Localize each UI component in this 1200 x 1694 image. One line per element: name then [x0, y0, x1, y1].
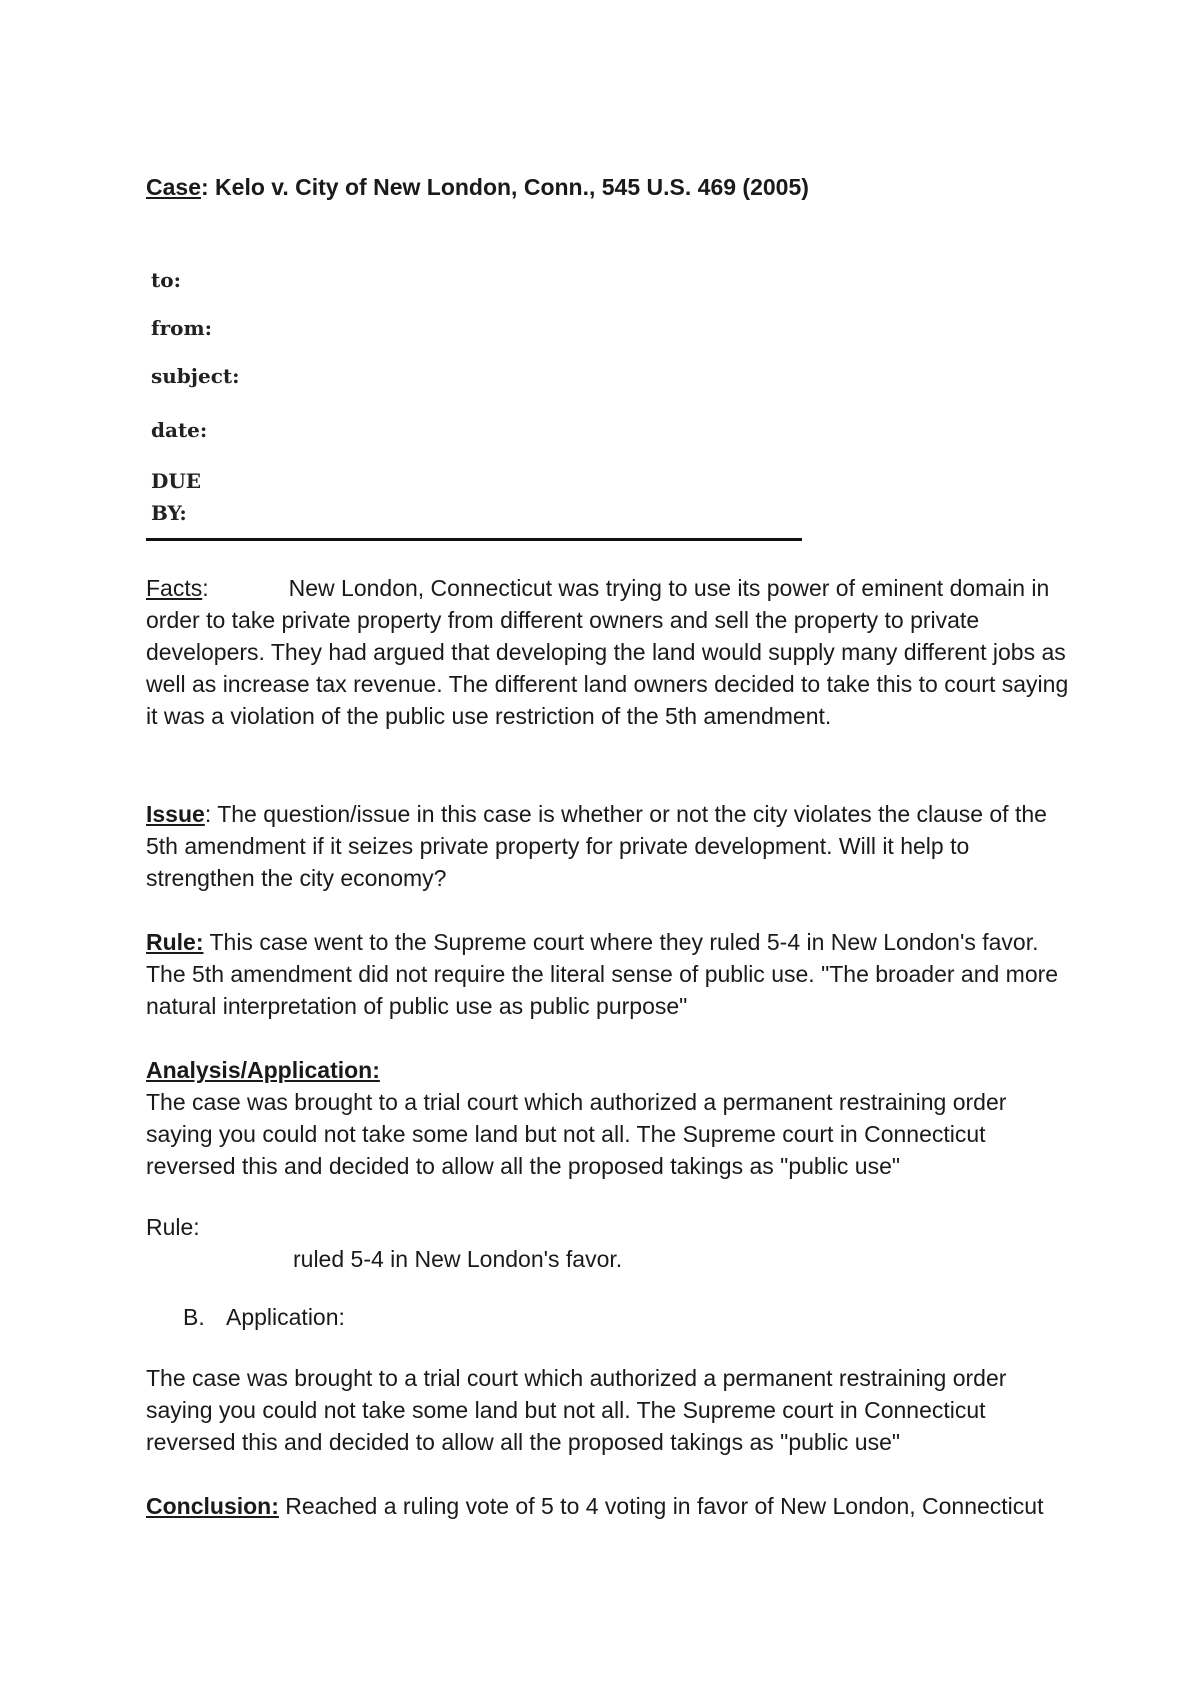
application-text: The case was brought to a trial court which authorized a permanent restraining order saying you could not take some land but not all. The Supreme court in Connecticut reversed this and decided to allow all the proposed takings as "public use" — [146, 1365, 1007, 1455]
facts-colon: : — [202, 575, 209, 601]
rule-outline-label: Rule: — [146, 1214, 200, 1240]
application-outline-label: Application: — [226, 1304, 345, 1330]
rule-text: This case went to the Supreme court where they ruled 5-4 in New London's favor. The 5th amendment did not require the literal sense of public use. "The broader and more natural interpretation of public use as public purpose" — [146, 929, 1059, 1019]
analysis-section — [146, 1054, 1076, 1182]
conclusion-label: Conclusion: — [146, 1493, 279, 1519]
issue-colon: : — [204, 801, 212, 827]
memo-to-label: to: — [151, 268, 181, 292]
rule-label: Rule: — [146, 929, 204, 955]
analysis-label: Analysis/Application: — [146, 1057, 380, 1083]
header-divider — [146, 538, 802, 541]
memo-subject-label: subject: — [151, 364, 240, 388]
conclusion-section — [146, 1490, 1076, 1522]
case-citation: Kelo v. City of New London, Conn., 545 U.S. 469 (2005) — [208, 174, 809, 200]
case-label: Case — [146, 174, 201, 200]
memo-from-label: from: — [151, 316, 213, 340]
facts-label: Facts — [146, 575, 203, 601]
rule-section — [146, 926, 1076, 1022]
application-outline-number: B. — [183, 1304, 205, 1330]
conclusion-text: Reached a ruling vote of 5 to 4 voting in favor of New London, Connecticut — [278, 1493, 1044, 1519]
memo-date-label: date: — [151, 418, 208, 442]
facts-text: New London, Connecticut was trying to use its power of eminent domain in order to take private property from different owners and sell the property to private developers. They had argued that developing the land would supply many different jobs as well as increase tax revenue. The different land owners decided to take this to court saying it was a violation of the public use restriction of the 5th amendment. — [146, 575, 1069, 729]
facts-section — [146, 572, 1076, 732]
case-colon: : — [200, 174, 209, 200]
issue-section — [146, 798, 1076, 894]
issue-label: Issue — [146, 801, 205, 827]
memo-due-label: DUE BY: — [151, 469, 202, 525]
application-outline-item — [183, 1304, 345, 1331]
issue-text: The question/issue in this case is whether or not the city violates the clause of the 5th amendment if it seizes private property for private development. Will it help to strengthen the city economy? — [146, 801, 1047, 891]
rule-outline-text: ruled 5-4 in New London's favor. — [293, 1246, 623, 1272]
case-heading — [146, 174, 809, 201]
analysis-text: The case was brought to a trial court which authorized a permanent restraining order saying you could not take some land but not all. The Supreme court in Connecticut reversed this and decided to allow all the proposed takings as "public use" — [146, 1089, 1007, 1179]
